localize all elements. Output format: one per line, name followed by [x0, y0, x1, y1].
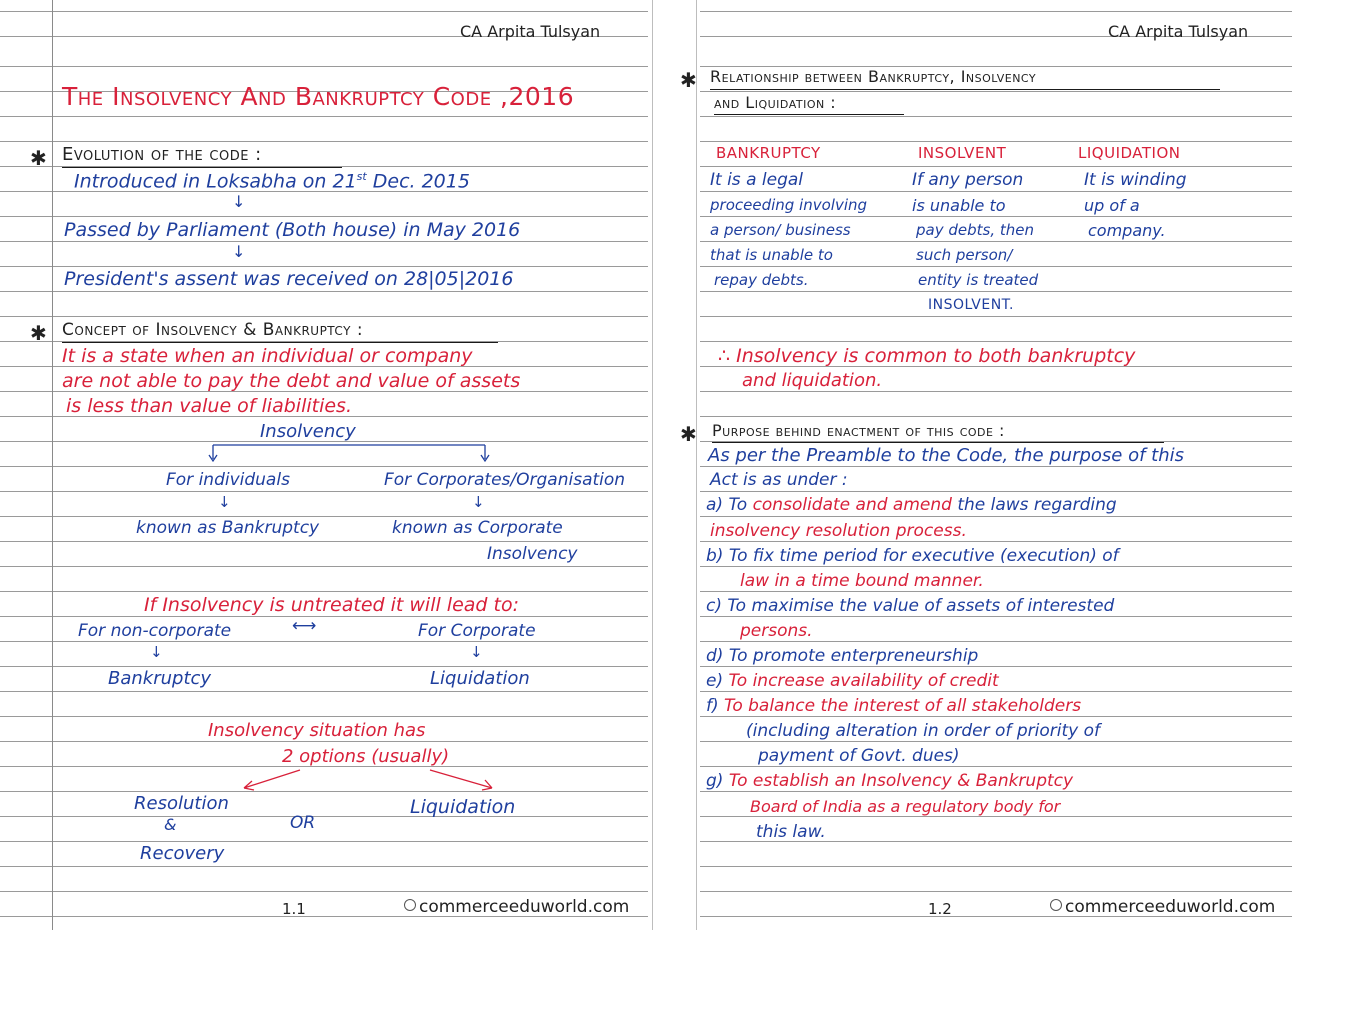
column-title-insolvent: INSOLVENT: [918, 144, 1007, 162]
untreated-left-result: Bankruptcy: [108, 668, 212, 689]
known-right-2: Insolvency: [487, 544, 578, 564]
insolvent-line: such person/: [916, 246, 1013, 264]
point-f: f) To balance the interest of all stakeholders: [706, 696, 1082, 716]
down-arrow-icon: ↓: [232, 192, 246, 211]
insolvent-line: If any person: [912, 170, 1024, 190]
left-margin-line: [52, 0, 53, 930]
author-name: CA Arpita Tulsyan: [460, 22, 601, 41]
point-c-line-2: persons.: [740, 621, 813, 641]
down-arrow-icon: ↓: [472, 493, 485, 511]
option-or: OR: [290, 813, 316, 833]
purpose-intro-2: Act is as under :: [710, 470, 848, 490]
point-b-line-2: law in a time bound manner.: [740, 571, 984, 591]
point-f-line-3: payment of Govt. dues): [758, 746, 960, 766]
passed-text: Passed by Parliament (Both house) in May 2016: [64, 219, 521, 241]
insolvent-line: entity is treated: [918, 271, 1039, 289]
center-gutter: [648, 0, 700, 930]
purpose-intro-1: As per the Preamble to the Code, the purpose of this: [708, 445, 1185, 466]
concept-line-1: It is a state when an individual or company: [62, 345, 473, 367]
known-right-1: known as Corporate: [392, 518, 563, 538]
website-footer: commerceeduworld.com: [404, 899, 629, 916]
left-page: [0, 0, 648, 930]
liquidation-line: It is winding: [1084, 170, 1187, 190]
relationship-heading-2: and Liquidation :: [714, 93, 837, 112]
point-b: b) To fix time period for executive (execution) of: [706, 546, 1119, 566]
globe-icon: [1050, 899, 1062, 911]
untreated-left: For non-corporate: [78, 621, 232, 641]
conclusion-line-2: and liquidation.: [742, 370, 883, 391]
insolvent-line: is unable to: [912, 196, 1006, 215]
point-a-line-2: insolvency resolution process.: [710, 521, 967, 541]
tree-root: Insolvency: [260, 421, 356, 442]
evolution-heading: Evolution of the code :: [62, 144, 262, 165]
liquidation-line: up of a: [1084, 196, 1140, 215]
bankruptcy-line: proceeding involving: [710, 196, 868, 214]
branch-right: For Corporates/Organisation: [384, 470, 626, 490]
down-arrow-icon: ↓: [232, 242, 246, 261]
column-title-liquidation: LIQUIDATION: [1078, 144, 1181, 162]
point-g-line-3: this law.: [756, 822, 826, 842]
bankruptcy-line: that is unable to: [710, 246, 833, 264]
bankruptcy-line: It is a legal: [710, 170, 804, 190]
purpose-heading: Purpose behind enactment of this code :: [712, 421, 1005, 440]
insolvent-line: pay debts, then: [916, 221, 1034, 239]
conclusion-line-1: ∴ Insolvency is common to both bankruptcy: [718, 345, 1136, 367]
down-arrow-icon: ↓: [470, 643, 483, 661]
option-arrows-icon: [230, 766, 510, 794]
author-name: CA Arpita Tulsyan: [1108, 22, 1249, 41]
options-line-1: Insolvency situation has: [208, 720, 426, 741]
page-number: 1.2: [928, 900, 952, 918]
bullet-star-icon: ✱: [680, 422, 697, 446]
bankruptcy-line: a person/ business: [710, 221, 851, 239]
untreated-right: For Corporate: [418, 621, 536, 641]
branch-left: For individuals: [166, 470, 290, 490]
globe-icon: [404, 899, 416, 911]
down-arrow-icon: ↓: [218, 493, 231, 511]
down-arrow-icon: ↓: [150, 643, 163, 661]
option-right: Liquidation: [410, 796, 516, 818]
concept-line-2: are not able to pay the debt and value of assets: [62, 370, 521, 392]
website-footer: commerceeduworld.com: [1050, 899, 1275, 916]
column-title-bankruptcy: BANKRUPTCY: [716, 144, 821, 162]
right-page: [680, 0, 1292, 930]
untreated-right-result: Liquidation: [430, 668, 530, 689]
introduced-text: Introduced in Loksabha on 21st Dec. 2015: [74, 170, 470, 193]
concept-heading: Concept of Insolvency & Bankruptcy :: [62, 320, 364, 340]
options-line-2: 2 options (usually): [282, 746, 450, 767]
page-number: 1.1: [282, 900, 306, 918]
insolvent-line: INSOLVENT.: [928, 297, 1015, 313]
point-a: a) To consolidate and amend the laws regarding: [706, 495, 1117, 515]
liquidation-line: company.: [1088, 221, 1166, 240]
bullet-star-icon: ✱: [30, 321, 47, 345]
point-g: g) To establish an Insolvency & Bankruptcy: [706, 771, 1074, 791]
untreated-heading: If Insolvency is untreated it will lead to:: [144, 594, 519, 616]
known-left: known as Bankruptcy: [136, 518, 320, 538]
point-f-line-2: (including alteration in order of priority of: [746, 721, 1100, 741]
assent-text: President's assent was received on 28|05|2016: [64, 268, 514, 290]
option-left-2: &: [164, 815, 177, 834]
bankruptcy-line: repay debts.: [714, 271, 809, 289]
concept-line-3: is less than value of liabilities.: [66, 395, 352, 417]
bullet-star-icon: ✱: [30, 146, 47, 170]
point-g-line-2: Board of India as a regulatory body for: [750, 797, 1061, 816]
page-title: The Insolvency And Bankruptcy Code ,2016: [62, 82, 575, 111]
double-arrow-icon: ⟷: [292, 616, 317, 636]
option-left-3: Recovery: [140, 843, 225, 864]
point-d: d) To promote enterpreneurship: [706, 646, 979, 666]
relationship-heading-1: Relationship between Bankruptcy, Insolvency: [710, 67, 1037, 86]
branch-arrows-icon: [205, 443, 495, 465]
bullet-star-icon: ✱: [680, 68, 697, 92]
option-left-1: Resolution: [134, 793, 229, 814]
point-e: e) To increase availability of credit: [706, 671, 999, 691]
point-c: c) To maximise the value of assets of interested: [706, 596, 1115, 616]
